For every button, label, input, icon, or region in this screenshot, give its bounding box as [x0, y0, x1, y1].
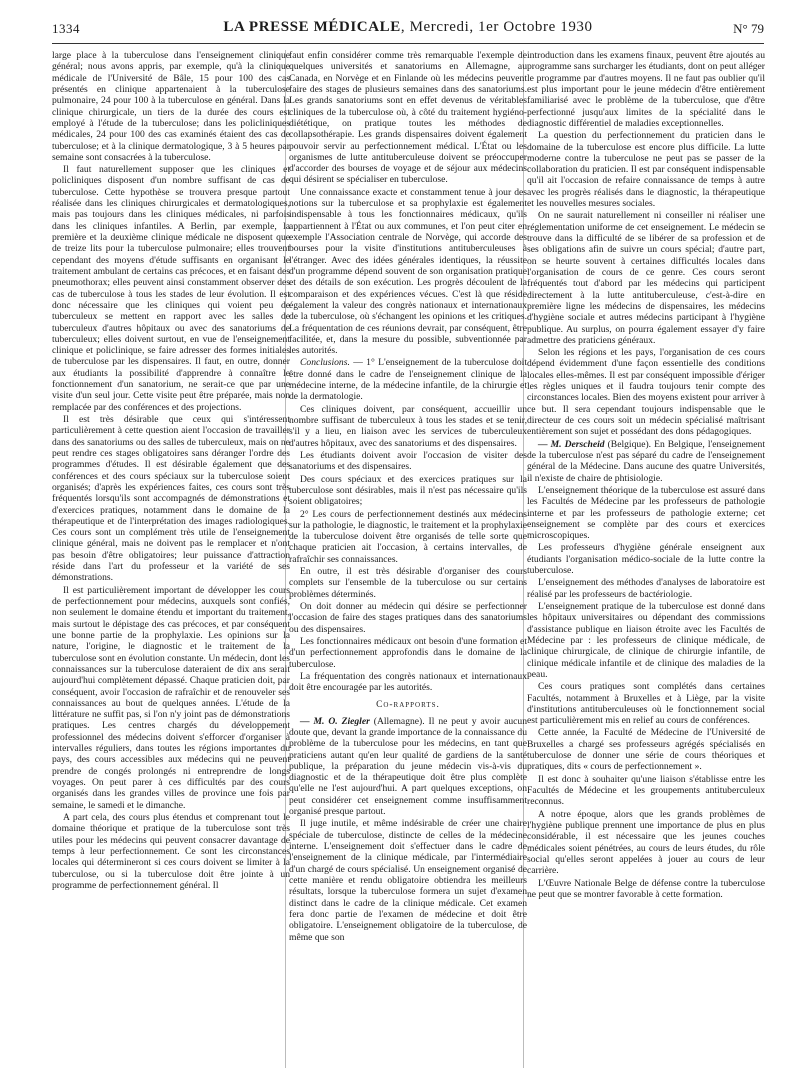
conclusions-lead: Conclusions. — [300, 357, 350, 369]
paragraph-text: Ces cliniques doivent, par conséquent, accueillir un nombre suffisant de tuberculeux à tous les stades et se tenir, s'il y a lieu, en liaison avec les services de tuberculeux d'autres hôpitaux, avec des sanatoriums et des dispensaires. — [289, 403, 527, 449]
speaker-lead: — M. Derscheid — [538, 438, 605, 450]
paragraph-text: Cette année, la Faculté de Médecine de l'Université de Bruxelles a chargé ses professeurs agrégés spécialisés en tuberculose de donner une série de cours théoriques et pratiques, dits « cours de perfectionnement ». — [527, 727, 765, 773]
journal-title: LA PRESSE MÉDICALE — [223, 19, 401, 35]
paragraph-text: La question du perfectionnement du praticien dans le domaine de la tuberculose est encore plus difficile. La lutte moderne contre la tuberculose ne peut pas se passer de la collaboration du praticien. Il est par conséquent indispensable qu'il ait l'occasion de refaire connaissance de temps à autre avec les progrès réalisés dans le diagnostic, la thérapeutique et les nouvelles mesures sociales. — [527, 130, 765, 210]
paragraph-text: L'enseignement théorique de la tuberculose est assuré dans les Facultés de Médecine par les professeurs de pathologie interne et par les professeurs de pathologie externe; cet enseignement se complète par des cours et exercices microscopiques. — [527, 484, 765, 542]
paragraph — [527, 347, 765, 438]
paragraph-text: Ces cours pratiques sont complétés dans certaines Facultés, notamment à Bruxelles et à Liège, par la visite d'institutions antituberculeuses où le fonctionnement social est particulièrement mis en relief au cours de conférences. — [527, 681, 765, 727]
paragraph — [289, 357, 527, 402]
paragraph-text: large place à la tuberculose dans l'enseignement clinique général; nous avons appris, par exemple, qu'à la clinique médicale de l'Université de Bâle, 15 pour 100 des cas présentés en clinique appartenaient à la tuberculose pulmonaire, 24 pour 100 à la tuberculose en général. Dans la clinique chirurgicale, un tiers de la durée des cours est employé à l'étude de la tuberculose; dans les policliniques médicales, 24 pour 100 des cas examinés étaient des cas de tuberculose; et à la clinique dermatologique, 3 à 5 heures par semaine sont consacrées à la tuberculose. — [52, 50, 290, 163]
paragraph-text: Une connaissance exacte et constamment tenue à jour des notions sur la tuberculose et sa prophylaxie est également indispensable à tous les fonctionnaires médicaux, qu'ils appartiennent à l'État ou aux communes, et l'on peut citer en exemple l'Association centrale de Norvège, qui accorde des bourses pour la visite d'institutions antituberculeuses à l'étranger. Avec des idées générales identiques, la réussite d'un programme dépend souvent de son organisation pratique et des détails de son exécution. Les progrès découlent de la comparaison et des expériences vécues. C'est là que réside également la valeur des congrès nationaux et internationaux de la tuberculose, où s'échangent les opinions et les critiques. La fréquentation de ces réunions devrait, par conséquent, être facilitée, et, dans la mesure du possible, subventionnée par les autorités. — [289, 186, 527, 357]
paragraph — [289, 187, 527, 357]
paragraph — [289, 636, 527, 670]
paragraph-text: L'Œuvre Nationale Belge de défense contre la tuberculose ne peut que se montrer favorable à cette formation. — [527, 877, 765, 900]
paragraph — [289, 716, 527, 818]
paragraph — [527, 809, 765, 877]
paragraph-text: 2° Les cours de perfectionnement destinés aux médecins sur la pathologie, le diagnostic, le traitement et la prophylaxie de la tuberculose doivent être organisés de telle sorte que chaque praticien ait l'occasion, à certains intervalles, de rafraîchir ses connaissances. — [289, 508, 527, 565]
paragraph-text: Il est donc à souhaiter qu'une liaison s'établisse entre les Facultés de Médecine et les groupements antituberculeux reconnus. — [527, 773, 765, 808]
paragraph — [527, 439, 765, 484]
paragraph-text: L'enseignement des méthodes d'analyses de laboratoire est réalisé par les professeurs de bactériologie. — [527, 577, 765, 600]
paragraph-text: Il est particulièrement important de développer les cours de perfectionnement pour médecins, auxquels sont confiés, non seulement le domaine étendu et important du traitement, mais surtout le dépistage des cas précoces, et par conséquent une bonne partie de la prophylaxie. Les opinions sur la nature, l'origine, le diagnostic et le traitement de la tuberculose sont en évolution constante. Un médecin, dont les connaissances sur la tuberculose dateraient de dix ans serait aujourd'hui complètement dépassé. Chaque praticien doit, par conséquent, avoir l'occasion de rafraîchir et de renouveler ses connaissances au bout de quelques années. L'étude de la littérature ne suffit pas, si l'on n'y joint pas de démonstrations pratiques. Les centres chargés du développement professionnel des médecins doivent s'efforcer d'organiser à intervalles réguliers, dans toutes les régions importantes du pays, des cours accessibles aux médecins qui ne peuvent prendre de congés prolongés ni entreprendre de longs voyages. On peut parer à ces difficultés par des cours organisés dans les grandes villes de province une fois par semaine, le samedi et le dimanche. — [52, 584, 290, 811]
text-column-1 — [52, 50, 290, 1070]
paragraph — [52, 414, 290, 584]
issue-number: N° 79 — [733, 21, 764, 36]
paragraph-text: Les étudiants doivent avoir l'occasion de visiter des sanatoriums et des dispensaires. — [289, 449, 527, 473]
paragraph-text: Les fonctionnaires médicaux ont besoin d'une formation et d'un perfectionnement approfondis dans le domaine de la tuberculose. — [289, 635, 527, 670]
paragraph — [289, 601, 527, 635]
paragraph — [527, 601, 765, 680]
paragraph — [52, 812, 290, 891]
paragraph-text: A notre époque, alors que les grands problèmes de l'hygiène publique prennent une importance de plus en plus considérable, il est nécessaire que les jeunes couches médicales soient pénétrées, au cours de leurs études, du rôle social qu'elles seront appelées à jouer au cours de leur carrière. — [527, 808, 765, 877]
paragraph — [289, 509, 527, 566]
paragraph — [527, 681, 765, 726]
section-heading: Co-rapports. — [376, 699, 440, 710]
paragraph-text: (Belgique). En Belgique, l'enseignement de la tuberculose n'est pas séparé du cadre de l'enseignement général de la Médecine. Dans aucune des quatre Universités, il n'existe de chaire de phtisiologie. — [527, 438, 765, 484]
page-header — [52, 18, 764, 42]
paragraph-text: Selon les régions et les pays, l'organisation de ces cours dépend évidemment d'une façon essentielle des conditions locales elles-mêmes. Il est par conséquent impossible d'ériger les règles uniques et il faudra toujours tenir compte des circonstances locales. Bien des moyens existent pour arriver à ce but. Il sera cependant toujours indispensable que le directeur de ces cours soit un médecin spécialisé maîtrisant entièrement son sujet et possédant des dons pédagogiques. — [527, 347, 765, 438]
paragraph — [527, 485, 765, 542]
paragraph-text: En outre, il est très désirable d'organiser des cours complets sur l'ensemble de la tuberculose ou sur certains problèmes déterminés. — [289, 566, 527, 600]
paragraph — [527, 577, 765, 600]
paragraph — [527, 727, 765, 772]
paragraph — [289, 450, 527, 473]
paragraph — [527, 774, 765, 808]
text-column-3 — [527, 50, 765, 1070]
paragraph — [527, 130, 765, 209]
paragraph — [289, 566, 527, 600]
paragraph-text: Il faut naturellement supposer que les cliniques et policliniques disposent d'un nombre suffisant de cas de tuberculose. Cette hypothèse se trouvera presque partout réalisée dans les cliniques chirurgicales et dermatologiques, mais pas toujours dans les cliniques médicales, ni parfois dans les cliniques infantiles. A Berlin, par exemple, la première et la deuxième clinique médicale ne disposent que de treize lits pour la tuberculose pulmonaire; elles trouvent cependant des moyens d'étude suffisants en organisant le traitement ambulant de certains cas précoces, et en faisant des pneumothorax; elles peuvent ainsi constamment observer des cas de tuberculose à tous les stades de leur évolution. Il est donc nécessaire que les cliniques qui voient peu de tuberculeux se mettent en rapport avec les salles de tuberculeux d'autres hôpitaux ou avec des sanatoriums de tuberculeux; elles doivent surtout, en vue de l'enseignement clinique et policlinique, se faire adresser des formes initiales de tuberculose par les dispensaires. Il faut, en outre, donner aux étudiants la possibilité d'apprendre à connaître le fonctionnement d'un sanatorium, ne serait-ce que par une visite d'un seul jour. Cette visite peut être préparée, mais non remplacée par des conférences et des projections. — [52, 164, 290, 413]
paragraph — [289, 50, 527, 186]
paragraph — [289, 474, 527, 508]
text-column-2 — [289, 50, 527, 1070]
paragraph-text: A part cela, des cours plus étendus et comprenant tout le domaine théorique et pratique de la tuberculose sont très utiles pour les médecins qui peuvent consacrer davantage de temps à leur perfectionnement. Ce sont les circonstances locales qui détermineront si ces cours doivent se limiter à la tuberculose, ou si la tuberculose doit être jointe à un programme de perfectionnement général. Il — [52, 811, 290, 891]
paragraph — [527, 878, 765, 901]
issue-date: , Mercredi, 1er Octobre 1930 — [400, 19, 593, 35]
paragraph-text: On doit donner au médecin qui désire se perfectionner l'occasion de faire des stages pratiques dans des sanatoriums ou des dispensaires. — [289, 601, 527, 635]
paragraph-text: Les professeurs d'hygiène générale enseignent aux étudiants l'organisation médico-sociale de la lutte contre la tuberculose. — [527, 542, 765, 577]
paragraph — [289, 671, 527, 694]
speaker-lead: — M. O. Ziegler — [300, 715, 370, 727]
paragraph-text: La fréquentation des congrès nationaux et internationaux doit être encouragée par les autorités. — [289, 670, 527, 694]
paragraph — [527, 50, 765, 129]
paragraph-text: faut enfin considérer comme très remarquable l'exemple de quelques universités et sanatoriums en Allemagne, au Canada, en Norvège et en Finlande où les médecins peuvent faire des stages de plusieurs semaines dans des sanatoriums. Les grands sanatoriums sont en effet devenus de véritables cliniques de la tuberculose où, à côté du traitement hygiéno-diététique, on pratique toutes les méthodes de collapsothérapie. Les grands dispensaires doivent également pouvoir servir au perfectionnement médical. L'État ou les organismes de lutte antituberculeuse doivent se préoccuper d'accorder des bourses de voyage et de séjour aux médecins qui désirent se spécialiser en tuberculose. — [289, 50, 527, 186]
paragraph-text: — 1° L'enseignement de la tuberculose doit être donné dans le cadre de l'enseignement clinique de la médecine interne, de la médecine infantile, de la chirurgie et de la dermatologie. — [289, 357, 527, 403]
paragraph — [527, 542, 765, 576]
paragraph — [52, 585, 290, 811]
paragraph — [289, 818, 527, 942]
paragraph-text: Il juge inutile, et même indésirable de créer une chaire spéciale de tuberculose, distincte de celles de la médecine interne. L'enseignement doit s'effectuer dans le cadre de l'enseignement de la clinique médicale, par l'intermédiaire d'un chargé de cours spécialisé. Un enseignement organisé de cette manière et rendu obligatoire obtiendra les meilleurs résultats, lorsque la tuberculose formera un sujet d'examen distinct dans le cadre de la clinique médicale. Cet examen fera donc partie de l'examen de médecine et doit être obligatoire. L'enseignement obligatoire de la tuberculose, de même que son — [289, 818, 527, 943]
paragraph — [289, 404, 527, 449]
paragraph-text: On ne saurait naturellement ni conseiller ni réaliser une réglementation uniforme de cet enseignement. Le médecin se trouve dans la difficulté de se libérer de sa profession et de ses obligations afin de suivre un cours spécial; d'autre part, on se heurte souvent à certaines difficultés locales dans l'organisation de cours de ce genre. Ces cours seront fréquentés tout d'abord par les médecins qui participent directement à la lutte antituberculeuse, c'est-à-dire en première ligne les médecins de dispensaires, les médecins d'hygiène sociale et autres médecins participant à l'hygiène publique. Au surplus, on pourra également essayer d'y faire admettre des praticiens généraux. — [527, 210, 765, 346]
header-rule — [52, 43, 764, 44]
page-number: 1334 — [52, 21, 80, 36]
paragraph-text: Il est très désirable que ceux qui s'intéressent particulièrement à cette question aient l'occasion de travailler dans des sanatoriums ou des salles de tuberculeux, mais on ne peut rendre ces stages obligatoires sans déranger l'ordre des programmes d'études. Il est désirable également que des conférences et des cours spéciaux sur la tuberculose soient organisés; d'après les expériences faites, ces cours sont très fréquentés lorsqu'ils sont accompagnés de démonstrations et d'exercices pratiques, notamment dans le domaine de la thérapeutique et de l'interprétation des images radiologiques. Ces cours sont un complément très utile de l'enseignement clinique général, mais ne doivent pas le remplacer et n'ont pas besoin d'être obligatoires; leur puissance d'attraction réside dans l'art du professeur et la variété de ses démonstrations. — [52, 414, 290, 584]
journal-title-line — [52, 19, 764, 36]
paragraph-text: Des cours spéciaux et des exercices pratiques sur la tuberculose sont désirables, mais il n'est pas nécessaire qu'ils soient obligatoires; — [289, 473, 527, 508]
paragraph — [52, 164, 290, 413]
paragraph-text: (Allemagne). Il ne peut y avoir aucun doute que, devant la grande importance de la connaissance du problème de la tuberculose pour les médecins, en tant que praticiens autant qu'en leur qualité de gardiens de la santé publique, la préparation du jeune médecin vis-à-vis du diagnostic et de la thérapeutique doit être plus complète qu'elle ne l'est aujourd'hui. A part quelques exceptions, on peut considérer cet enseignement comme insuffisamment organisé presque partout. — [289, 715, 527, 818]
paragraph — [52, 50, 290, 163]
paragraph — [527, 210, 765, 346]
paragraph-text: L'enseignement pratique de la tuberculose est donné dans les hôpitaux universitaires ou dépendant des commissions d'assistance publique en liaison étroite avec les Facultés de Médecine par : les professeurs de clinique médicale, de clinique chirurgicale, de clinique de chirurgie infantile, de clinique médicale infantile et de clinique des maladies de la peau. — [527, 601, 765, 680]
paragraph-text: introduction dans les examens finaux, peuvent être ajoutés au programme sans surcharger les étudiants, dont on peut alléger le programme par d'autres moyens. Il ne faut pas oublier qu'il est plus important pour le jeune médecin d'être entièrement familiarisé avec le problème de la tuberculose, que d'être perfectionné jusqu'aux limites de la spécialité dans le diagnostic différentiel de maladies exceptionnelles. — [527, 50, 765, 129]
